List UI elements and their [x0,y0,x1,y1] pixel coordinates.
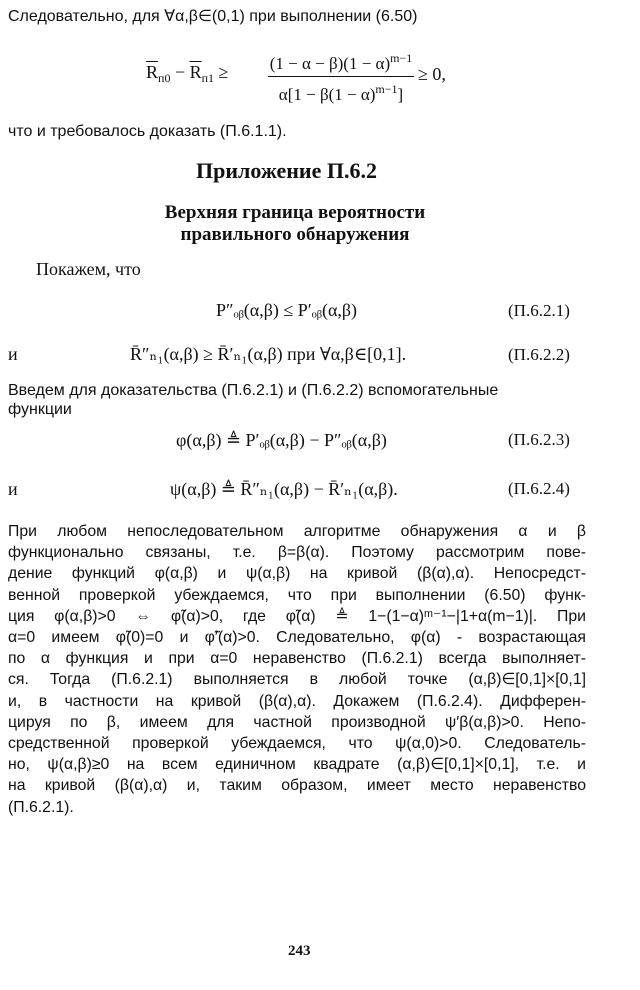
paragraph-line: ся. Тогда (П.6.2.1) выполняется в любой точке (α,β)∈[0,1]×[0,1] [8,671,586,689]
formula-fraction: $(1 - \alpha - \beta)(1 - \alpha)^{m-1}$ $\alpha[1 - \beta(1 - \alpha)^{m-1}]$ [269,51,413,104]
equation-6-2-3: φ(α,β) ≜ P′ₒᵦ(α,β) − P″ₒᵦ(α,β) [176,430,387,450]
appendix-title: Приложение П.6.2 [196,158,377,183]
conclusion-line: что и требовалось доказать (П.6.1.1). [8,123,287,140]
paragraph-line: на кривой (β(α),α) и, таким образом, имеет место неравенство [8,777,586,795]
paragraph-line: цируя по β, имеем для частной производной ψ′β(α,β)>0. Непо- [8,713,586,731]
equation-6-2-2: R̄″ₙ₁(α,β) ≥ R̄′ₙ₁(α,β) при ∀α,β∈[0,1]. [130,344,407,364]
intro-line: Следовательно, для ∀α,β∈(0,1) при выполнении (6.50) [8,8,418,25]
proof-paragraph [8,521,586,818]
paragraph-line: но, ψ(α,β)≥0 на всем единичном квадрате (α,β)∈[0,1]×[0,1], т.е. и [8,756,586,774]
equation-prefix: и [8,479,18,499]
equation-number: (П.6.2.3) [508,430,570,449]
equation-6-2-4: ψ(α,β) ≜ R̄″ₙ₁(α,β) − R̄′ₙ₁(α,β). [170,479,398,499]
equation-number: (П.6.2.1) [508,301,570,320]
page-number: 243 [288,943,311,959]
paragraph-line: по α функция и при α=0 неравенство (П.6.2.1) всегда выполняет- [8,650,586,668]
equation-number: (П.6.2.4) [508,479,570,498]
equation-prefix: и [8,344,18,364]
intro-functions-line-1: Введем для доказательства (П.6.2.1) и (П.6.2.2) вспомогательные [8,382,499,399]
formula-tail: ≥ 0, [418,64,446,84]
paragraph-line: венной проверкой убеждаемся, что при выполнении (6.50) функ- [8,586,586,604]
paragraph-line: дение функций φ(α,β) и ψ(α,β) на кривой (β(α),α). Непосредст- [8,565,586,583]
paragraph-line: (П.6.2.1). [8,798,74,816]
formula-lhs: $\overline{R}_{п0} - \overline{R}_{п1}$ ≥ [146,62,229,85]
paragraph-line: α=0 имеем φ̃(0)=0 и φ̃′(α)>0. Следовательно, φ(α) - возрастающая [8,629,586,647]
intro-functions-line-2: функции [8,401,72,418]
equation-number: (П.6.2.2) [508,345,570,364]
paragraph-line: функционально связаны, т.е. β=β(α). Поэтому рассмотрим пове- [8,544,586,562]
paragraph-line: средственной проверкой убеждаемся, что ψ(α,0)>0. Следователь- [8,735,586,753]
paragraph-line: ция φ(α,β)>0 ⇔ φ̃(α)>0, где φ̃(α) ≜ 1−(1−α)ᵐ⁻¹−|1+α(m−1)|. При [8,607,586,625]
show-that-text: Покажем, что [36,259,141,279]
section-title-line-1: Верхняя граница вероятности [164,202,426,223]
section-title-line-2: правильного обнаружения [180,224,410,245]
paragraph-line: и, в частности на кривой (β(α),α). Докажем (П.6.2.4). Дифферен- [8,692,586,710]
equation-6-2-1: P″ₒᵦ(α,β) ≤ P′ₒᵦ(α,β) [216,300,358,320]
paragraph-line: При любом непоследовательном алгоритме обнаружения α и β [8,523,586,540]
